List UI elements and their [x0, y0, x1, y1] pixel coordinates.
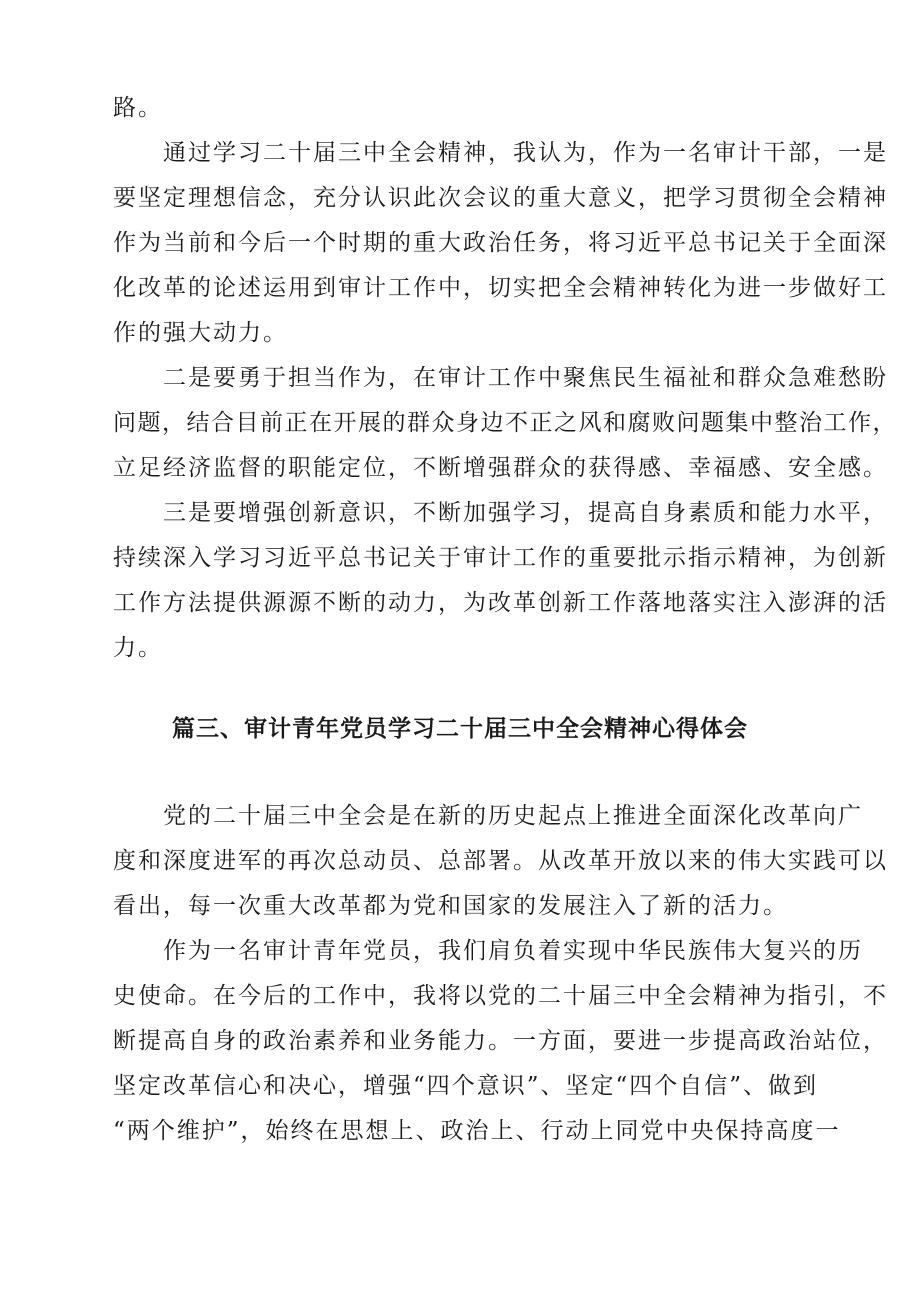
paragraph-line: 断提高自身的政治素养和业务能力。一方面，要进一步提高政治站位， [113, 1028, 888, 1054]
paragraph-line: 看出，每一次重大改革都为党和国家的发展注入了新的活力。 [113, 893, 788, 919]
paragraph-line: 问题，结合目前正在开展的群众身边不正之风和腐败问题集中整治工作， [113, 410, 897, 436]
paragraph-line: 三是要增强创新意识，不断加强学习，提高自身素质和能力水平， [163, 500, 888, 526]
paragraph-line: “两个维护”，始终在思想上、政治上、行动上同党中央保持高度一 [113, 1118, 841, 1144]
paragraph-line: 度和深度进军的再次总动员、总部署。从改革开放以来的伟大实践可以 [113, 848, 888, 874]
paragraph-line: 二是要勇于担当作为，在审计工作中聚焦民生福祉和群众急难愁盼 [163, 365, 888, 391]
paragraph-line: 力。 [113, 635, 163, 661]
paragraph-line: 史使命。在今后的工作中，我将以党的二十届三中全会精神为指引，不 [113, 983, 888, 1009]
paragraph-line: 路。 [113, 95, 163, 121]
section-title: 篇三、审计青年党员学习二十届三中全会精神心得体会 [172, 716, 748, 742]
paragraph-line: 通过学习二十届三中全会精神，我认为，作为一名审计干部，一是 [163, 140, 888, 166]
paragraph-line: 作的强大动力。 [113, 320, 288, 346]
paragraph-line: 要坚定理想信念，充分认识此次会议的重大意义，把学习贯彻全会精神 [113, 185, 888, 211]
paragraph-line: 作为一名审计青年党员，我们肩负着实现中华民族伟大复兴的历 [163, 938, 863, 964]
paragraph-line: 立足经济监督的职能定位，不断增强群众的获得感、幸福感、安全感。 [113, 455, 888, 481]
paragraph-line: 化改革的论述运用到审计工作中，切实把全会精神转化为进一步做好工 [113, 275, 888, 301]
paragraph-line: 党的二十届三中全会是在新的历史起点上推进全面深化改革向广 [163, 803, 863, 829]
paragraph-line: 工作方法提供源源不断的动力，为改革创新工作落地落实注入澎湃的活 [113, 590, 888, 616]
paragraph-line: 持续深入学习习近平总书记关于审计工作的重要批示指示精神，为创新 [113, 545, 888, 571]
paragraph-line: 作为当前和今后一个时期的重大政治任务，将习近平总书记关于全面深 [113, 230, 888, 256]
paragraph-line: 坚定改革信心和决心，增强“四个意识”、坚定“四个自信”、做到 [113, 1073, 819, 1099]
